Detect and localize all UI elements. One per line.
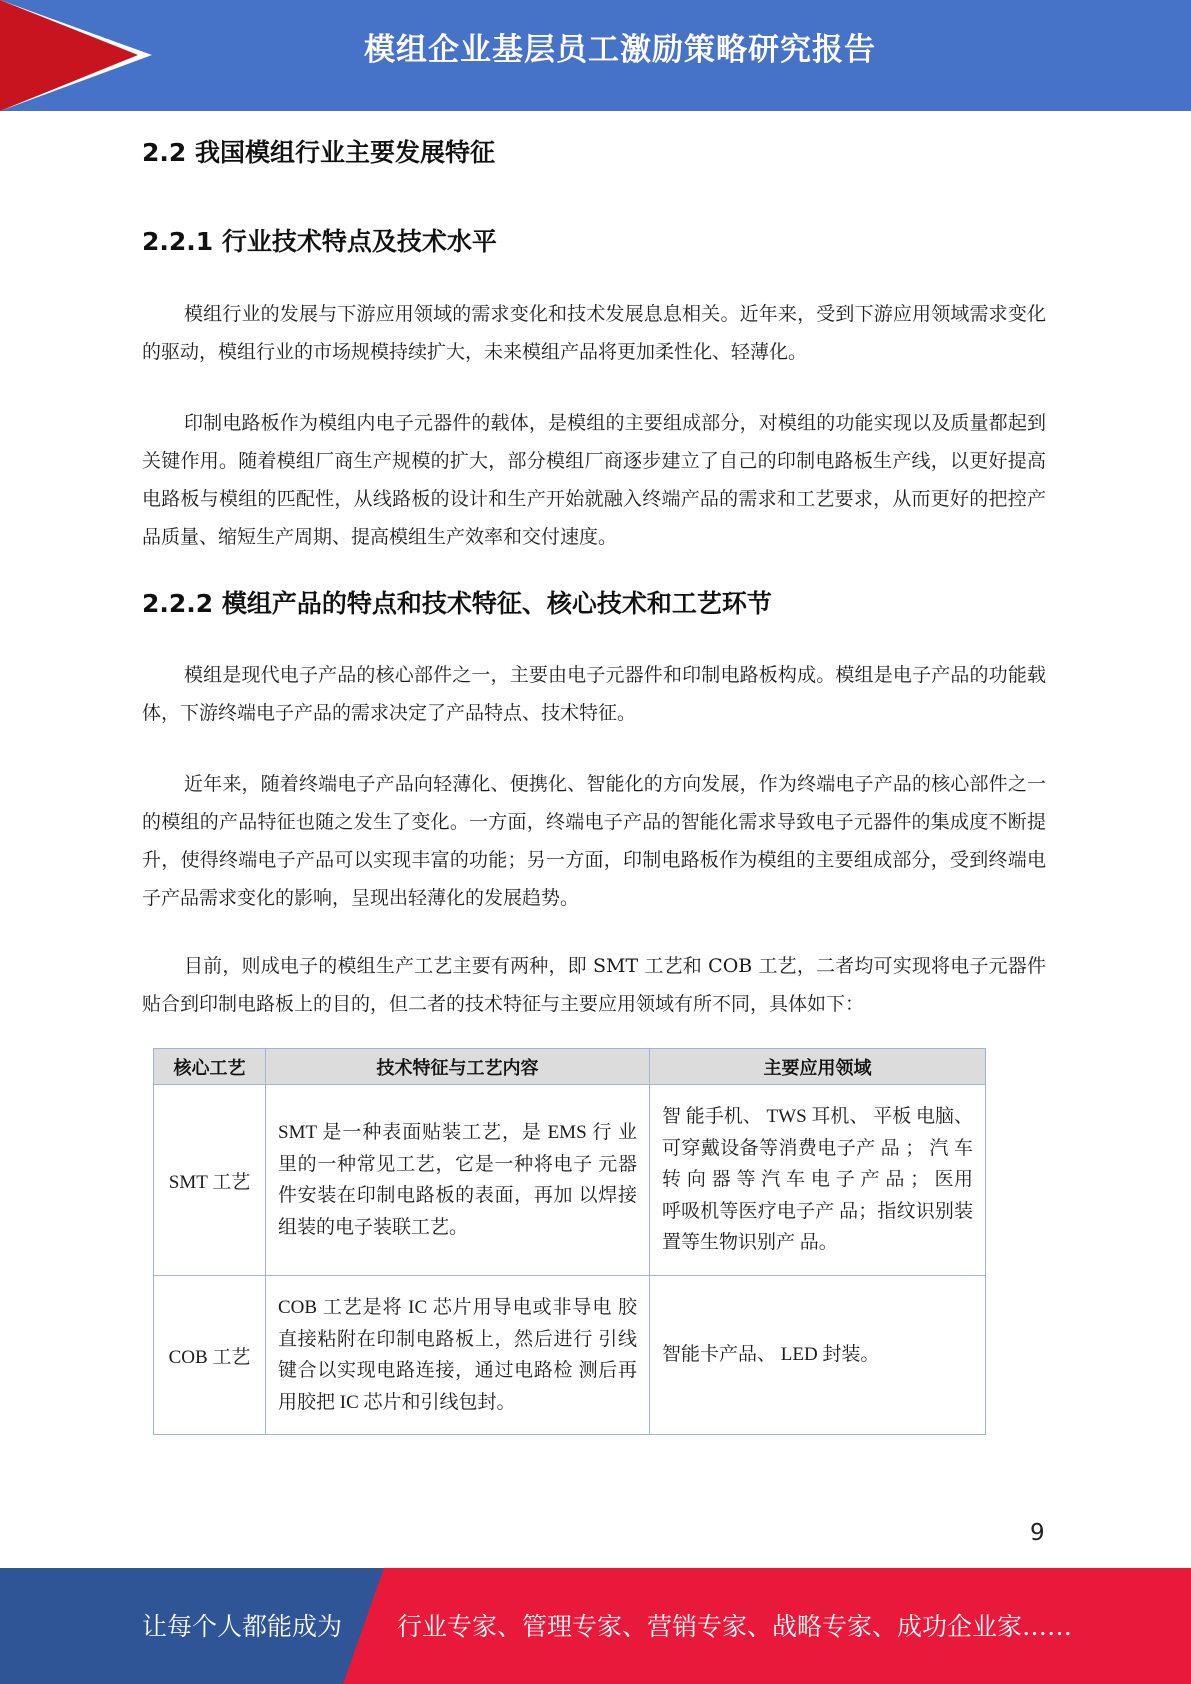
page-footer: [0, 1568, 1191, 1684]
cell-features: COB 工艺是将 IC 芯片用导电或非导电 胶直接粘附在印制电路板上，然后进行 引线键合以实现电路连接，通过电路检 测后再用胶把 IC 芯片和引线包封。: [266, 1276, 650, 1435]
table-row: [154, 1085, 986, 1276]
section-heading-2-2-2: 2.2.2 模组产品的特点和技术特征、核心技术和工艺环节: [142, 589, 772, 618]
paragraph: 模组行业的发展与下游应用领域的需求变化和技术发展息息相关。近年来，受到下游应用领域需求变化的驱动，模组行业的市场规模持续扩大，未来模组产品将更加柔性化、轻薄化。: [142, 303, 1046, 363]
paragraph: 印制电路板作为模组内电子元器件的载体，是模组的主要组成部分，对模组的功能实现以及质量都起到关键作用。随着模组厂商生产规模的扩大，部分模组厂商逐步建立了自己的印制电路板生产线，以更好提高电路板与模组的匹配性，从线路板的设计和生产开始就融入终端产品的需求和工艺要求，从而更好的把控产品质量、缩短生产周期、提高模组生产效率和交付速度。: [142, 412, 1046, 548]
paragraph: 目前，则成电子的模组生产工艺主要有两种，即 SMT 工艺和 COB 工艺，二者均可实现将电子元器件贴合到印制电路板上的目的，但二者的技术特征与主要应用领域有所不同，具体如下：: [142, 955, 1046, 1015]
section-heading-2-2: 2.2 我国模组行业主要发展特征: [142, 138, 495, 167]
page-header: [0, 0, 1191, 111]
cell-process: SMT 工艺: [154, 1085, 266, 1276]
report-title: 模组企业基层员工激励策略研究报告: [364, 32, 876, 68]
footer-slogan-left: 让每个人都能成为: [142, 1612, 343, 1641]
header-chevron-red: [0, 0, 138, 111]
column-header-features: 技术特征与工艺内容: [266, 1049, 650, 1085]
table-header-row: [154, 1049, 986, 1085]
cell-process: COB 工艺: [154, 1276, 266, 1435]
process-comparison-table: [153, 1048, 986, 1435]
cell-applications: 智 能手机、 TWS 耳机、 平板 电脑、可穿戴设备等消费电子产 品 ； 汽 车 转 向 器 等 汽 车 电 子 产 品 ； 医用呼吸机等医疗电子产 品；指纹识别装置等生物识别产 品。: [650, 1085, 986, 1276]
section-heading-2-2-1: 2.2.1 行业技术特点及技术水平: [142, 227, 497, 256]
cell-applications: 智能卡产品、 LED 封装。: [650, 1276, 986, 1435]
column-header-applications: 主要应用领域: [650, 1049, 986, 1085]
paragraph: 模组是现代电子产品的核心部件之一，主要由电子元器件和印制电路板构成。模组是电子产品的功能载体，下游终端电子产品的需求决定了产品特点、技术特征。: [142, 664, 1046, 724]
column-header-process: 核心工艺: [154, 1049, 266, 1085]
page-number: 9: [1030, 1520, 1045, 1546]
cell-features: SMT 是一种表面贴装工艺，是 EMS 行 业里的一种常见工艺，它是一种将电子 元器件安装在印制电路板的表面，再加 以焊接组装的电子装联工艺。: [266, 1085, 650, 1276]
footer-slogan-right: 行业专家、管理专家、营销专家、战略专家、成功企业家……: [397, 1612, 1073, 1641]
table-row: [154, 1276, 986, 1435]
paragraph: 近年来，随着终端电子产品向轻薄化、便携化、智能化的方向发展，作为终端电子产品的核心部件之一的模组的产品特征也随之发生了变化。一方面，终端电子产品的智能化需求导致电子元器件的集成度不断提升，使得终端电子产品可以实现丰富的功能；另一方面，印制电路板作为模组的主要组成部分，受到终端电子产品需求变化的影响，呈现出轻薄化的发展趋势。: [142, 773, 1046, 909]
